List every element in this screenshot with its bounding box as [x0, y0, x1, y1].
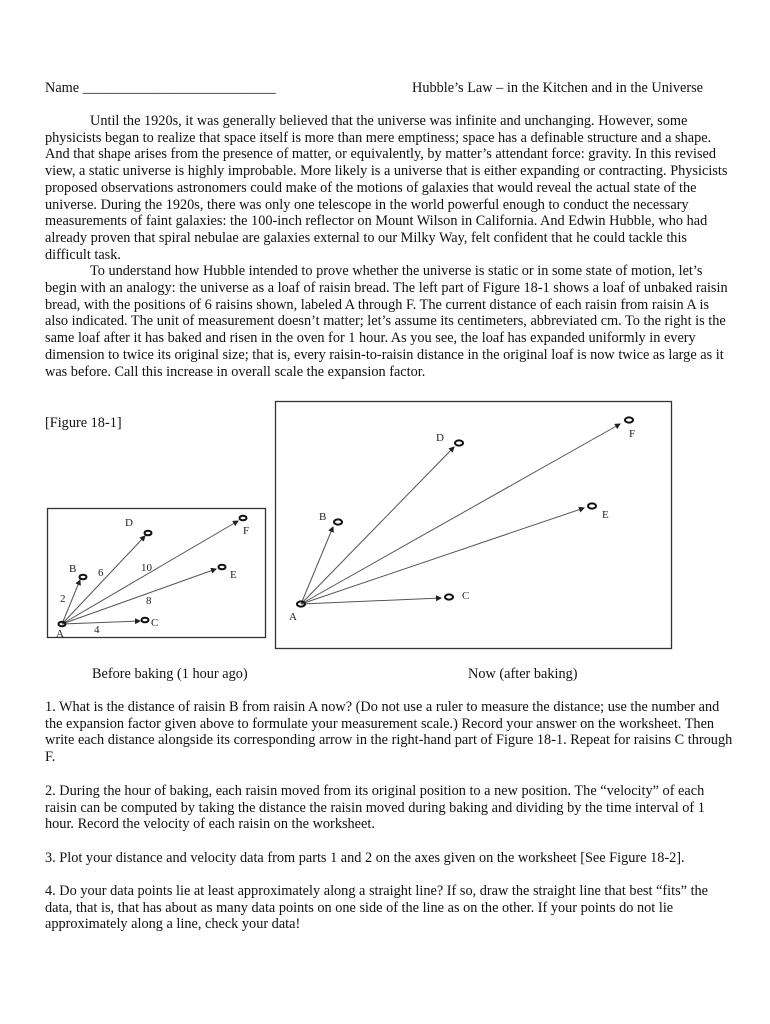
distance-b: 2: [60, 593, 66, 605]
label-e-now: E: [602, 509, 609, 521]
label-a: A: [56, 628, 64, 640]
label-f: F: [243, 525, 250, 537]
name-field-label: Name ___________________________: [45, 80, 276, 96]
figure-label: [Figure 18-1]: [45, 415, 122, 431]
label-f-now: F: [629, 428, 636, 440]
arrow-a-f-now: [301, 424, 620, 604]
raisin-b-icon: [80, 575, 87, 580]
distance-e: 8: [146, 595, 152, 607]
label-a-now: A: [289, 611, 297, 623]
raisin-e-now-icon: [588, 503, 596, 508]
distance-d: 6: [98, 567, 104, 579]
raisin-f-icon: [240, 516, 247, 521]
caption-after: Now (after baking): [468, 666, 578, 682]
distance-f: 10: [141, 562, 152, 574]
label-d-now: D: [436, 432, 444, 444]
label-e: E: [230, 569, 237, 581]
raisin-d-now-icon: [455, 440, 463, 445]
question-1: 1. What is the distance of raisin B from raisin A now? (Do not use a ruler to measure the distance; use the number and the expansion factor given above to formulate your measurement scale.) Record your answer on the worksheet. Then write each distance alongside its corresponding arrow in the right-hand part of Figure 18-1. Repeat for raisins C through F.: [45, 699, 733, 766]
before-baking-diagram: [48, 509, 266, 641]
raisin-b-now-icon: [334, 519, 342, 524]
intro-paragraph-1: Until the 1920s, it was generally believed that the universe was infinite and unchanging. However, some physicists began to realize that space itself is more than mere emptiness; space has a definable structure and a shape. And that shape arises from the presence of matter, or equivalently, by matter’s attendant force: gravity. In this revised view, a static universe is highly improbable. More likely is a universe that is either expanding or contracting. Physicists proposed observations astronomers could make of the motions of galaxies that would reveal the actual state of the universe. During the 1920s, there was only one telescope in the world powerful enough to conduct the necessary measurements of faint galaxies: the 100-inch reflector on Mount Wilson in California. And Edwin Hubble, who had already proven that spiral nebulae are galaxies external to our Milky Way, felt confident that he could tackle this difficult task.: [45, 113, 728, 263]
arrow-a-e-now: [301, 508, 584, 604]
label-b: B: [69, 563, 77, 575]
arrow-a-e: [62, 569, 216, 624]
label-c-now: C: [462, 590, 470, 602]
label-b-now: B: [319, 511, 327, 523]
raisin-e-icon: [219, 565, 226, 570]
raisin-f-now-icon: [625, 417, 633, 422]
question-3: 3. Plot your distance and velocity data from parts 1 and 2 on the axes given on the worksheet [See Figure 18-2].: [45, 850, 685, 866]
label-d: D: [125, 517, 133, 529]
raisin-c-icon: [142, 618, 149, 623]
arrow-a-c-now: [301, 598, 441, 604]
label-c: C: [151, 617, 159, 629]
caption-before: Before baking (1 hour ago): [92, 666, 248, 682]
distance-c: 4: [94, 624, 100, 636]
after-baking-diagram: [276, 402, 672, 649]
arrow-a-d: [62, 536, 145, 624]
question-4: 4. Do your data points lie at least approximately along a straight line? If so, draw the straight line that best “fits” the data, that is, that has about as many data points on one side of the line as on the other. If your points do not lie approximately along a line, check your data!: [45, 883, 709, 933]
raisin-d-icon: [145, 531, 152, 536]
arrow-a-c: [62, 621, 140, 624]
arrow-a-b-now: [301, 527, 333, 604]
question-2: 2. During the hour of baking, each raisin moved from its original position to a new position. The “velocity” of each raisin can be computed by taking the distance the raisin moved during baking and dividing by the time interval of 1 hour. Record the velocity of each raisin on the worksheet.: [45, 783, 705, 833]
raisin-c-now-icon: [445, 594, 453, 599]
arrow-a-d-now: [301, 447, 454, 604]
document-title: Hubble’s Law – in the Kitchen and in the Universe: [412, 80, 704, 96]
intro-paragraph-2: To understand how Hubble intended to prove whether the universe is static or in some state of motion, let’s begin with an analogy: the universe as a loaf of raisin bread. The left part of Figure 18-1 shows a loaf of unbaked raisin bread, with the positions of 6 raisins shown, labeled A through F. The current distance of each raisin from raisin A is also indicated. The unit of measurement doesn’t matter; let’s assume its centimeters, abbreviated cm. To the right is the same loaf after it has baked and risen in the oven for 1 hour. As you see, the loaf has expanded uniformly in every dimension to twice its original size; that is, every raisin-to-raisin distance in the original loaf is now twice as large as it was before. Call this increase in overall scale the expansion factor.: [45, 263, 728, 380]
